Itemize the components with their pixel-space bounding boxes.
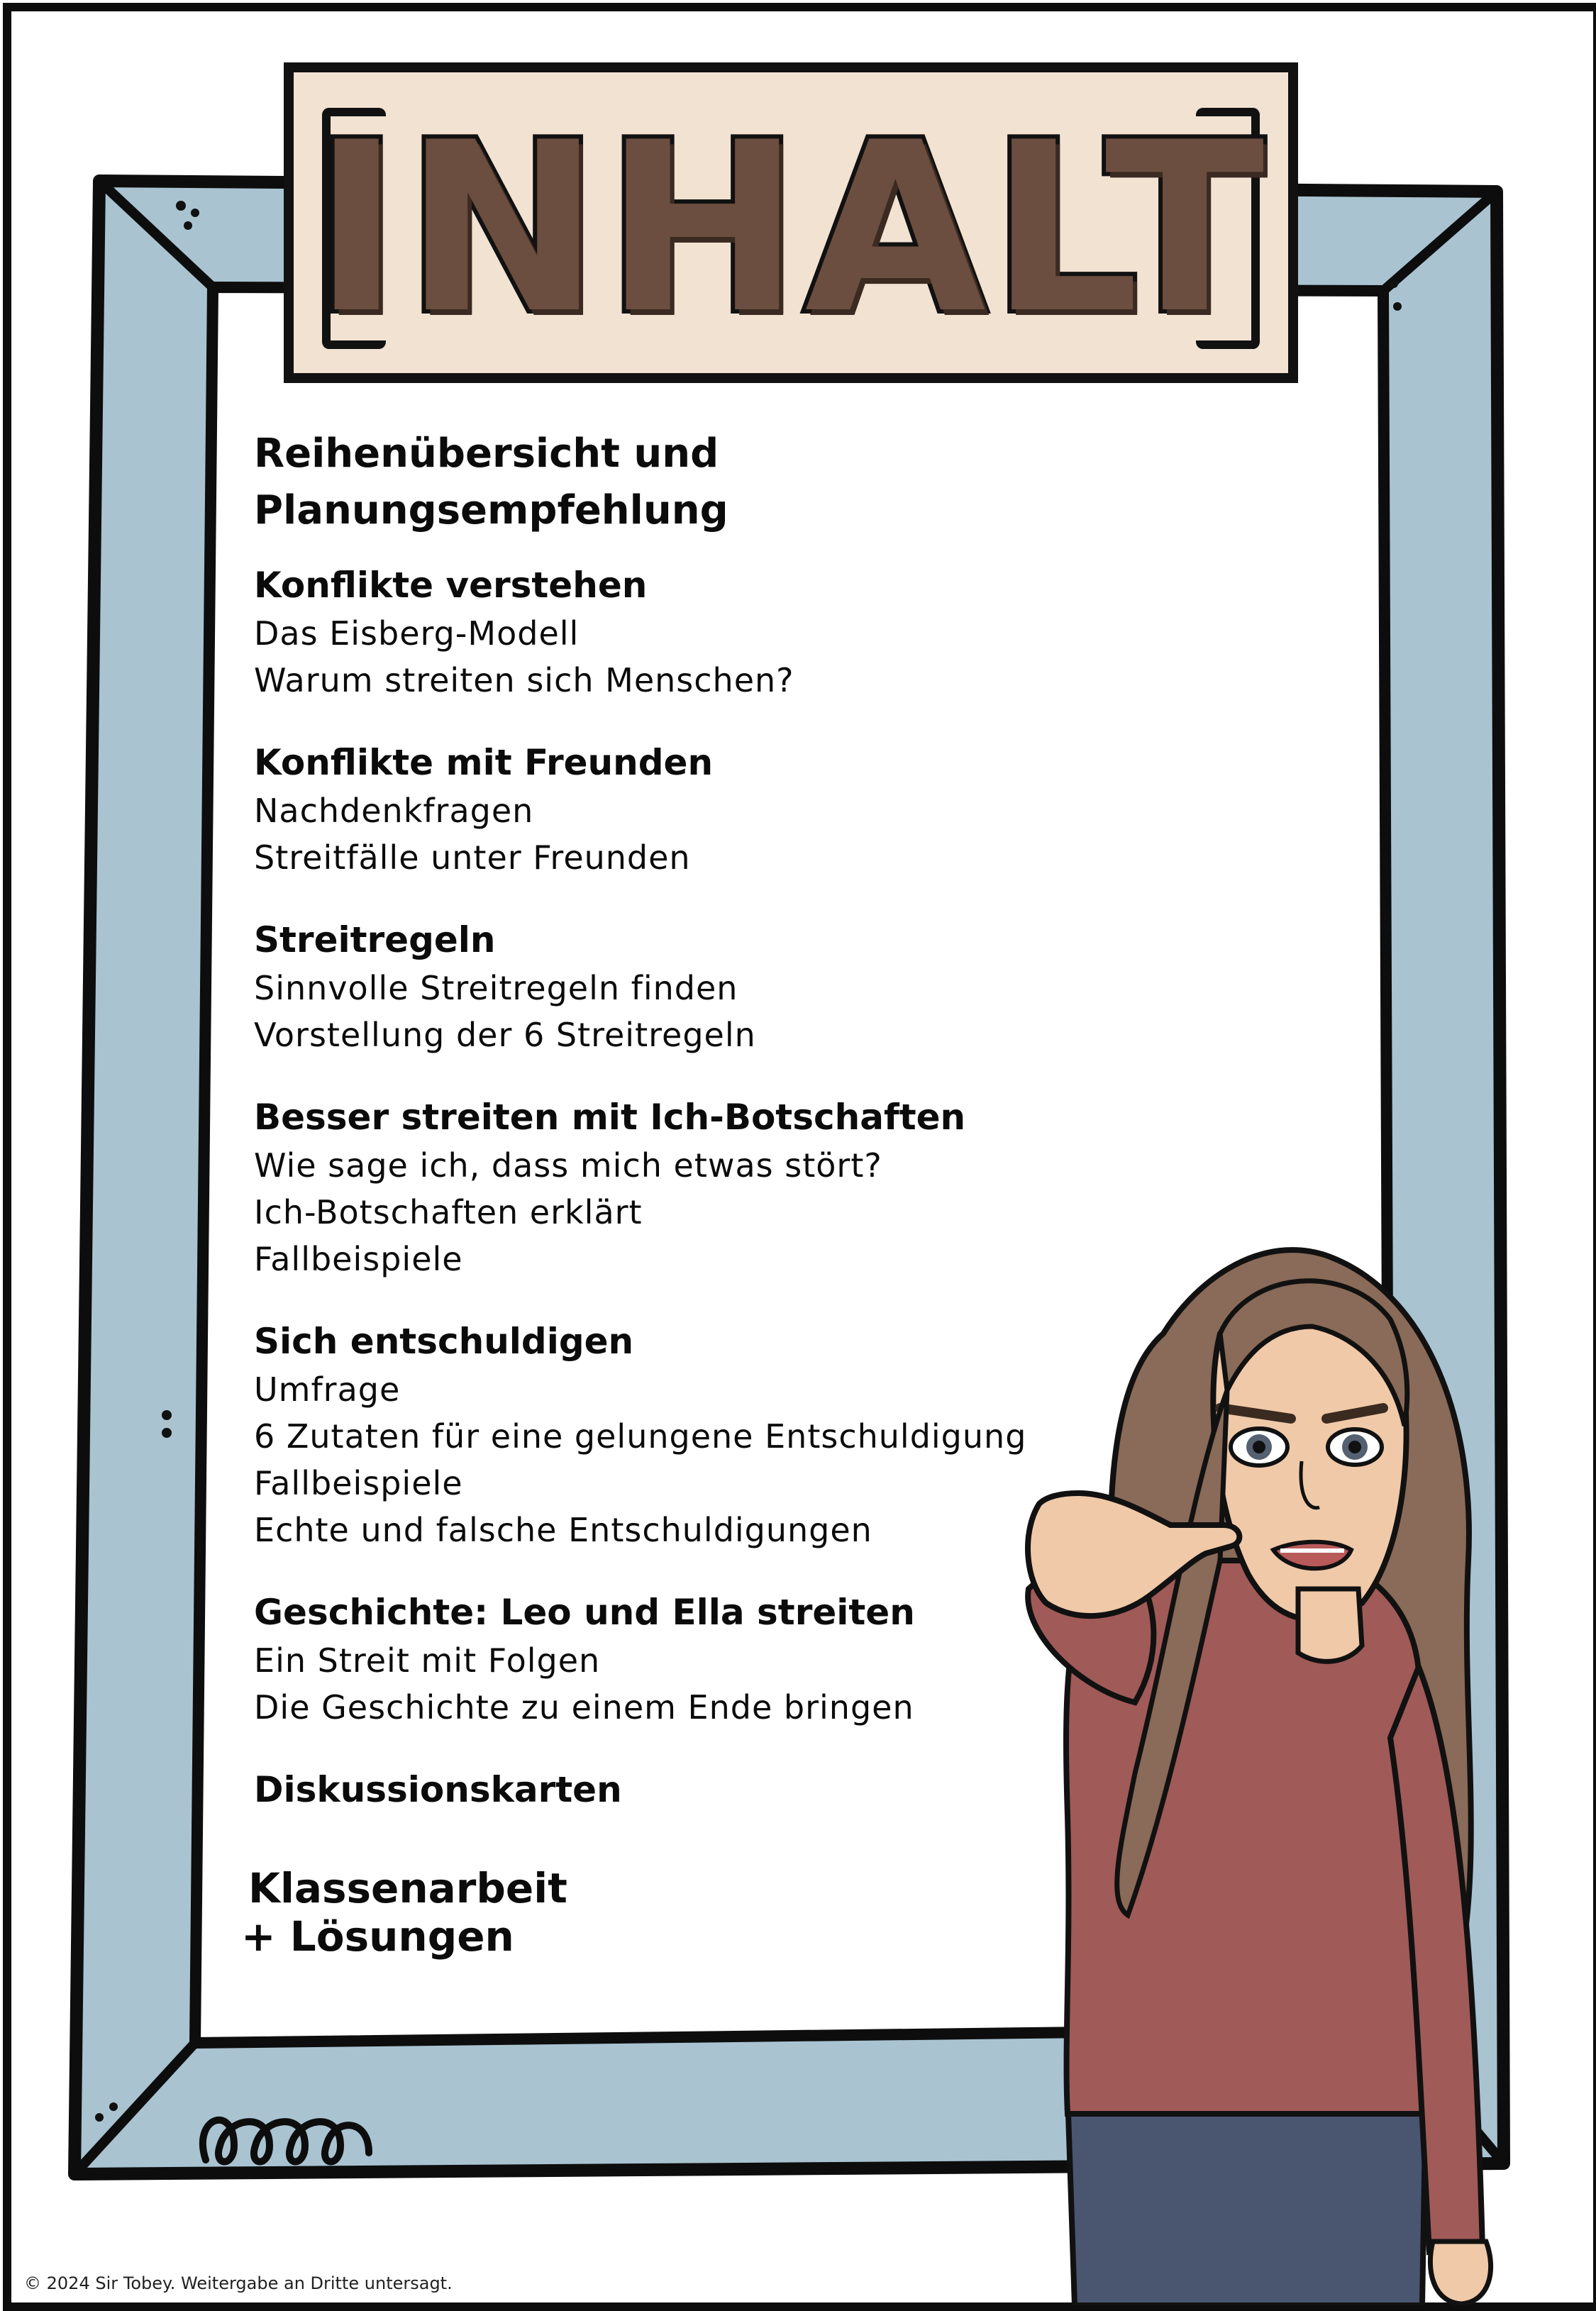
section-title: Geschichte: Leo und Ella streiten [254,1592,915,1633]
section-item: Ein Streit mit Folgen [254,1641,601,1680]
section-item: Fallbeispiele [254,1240,463,1278]
section-title: Konflikte mit Freunden [254,742,714,783]
section-title: Besser streiten mit Ich-Botschaften [254,1097,966,1138]
overview-heading: Reihenübersicht und Planungsempfehlung [254,431,728,533]
section-item: Warum streiten sich Menschen? [254,661,794,699]
section-title: Konflikte verstehen [254,565,648,606]
section-item: Umfrage [254,1370,401,1409]
page-title: INHALT [313,92,1269,365]
section-item: Echte und falsche Entschuldigungen [254,1511,872,1549]
section-item: Fallbeispiele [254,1464,463,1502]
section-item: 6 Zutaten für eine gelungene Entschuldigung [254,1417,1027,1456]
section-item: Ich-Botschaften erklärt [254,1193,643,1231]
section-title: Streitregeln [254,919,496,960]
section-item: Nachdenkfragen [254,792,534,830]
jeans [1068,2093,1426,2305]
section-item: Sinnvolle Streitregeln finden [254,969,738,1007]
section-title: Sich entschuldigen [254,1321,634,1362]
copyright-notice: © 2024 Sir Tobey. Weitergabe an Dritte untersagt. [24,2273,453,2293]
section-item: Das Eisberg-Modell [254,614,580,653]
section-title: Diskussionskarten [254,1769,622,1810]
loesungen-label: + Lösungen [241,1912,514,1961]
section-item: Die Geschichte zu einem Ende bringen [254,1688,914,1727]
section-item: Wie sage ich, dass mich etwas stört? [254,1146,882,1185]
klassenarbeit-label: Klassenarbeit [248,1864,567,1912]
hand-right [1430,2241,1490,2304]
section-item: Streitfälle unter Freunden [254,838,691,877]
section-item: Vorstellung der 6 Streitregeln [254,1016,756,1054]
